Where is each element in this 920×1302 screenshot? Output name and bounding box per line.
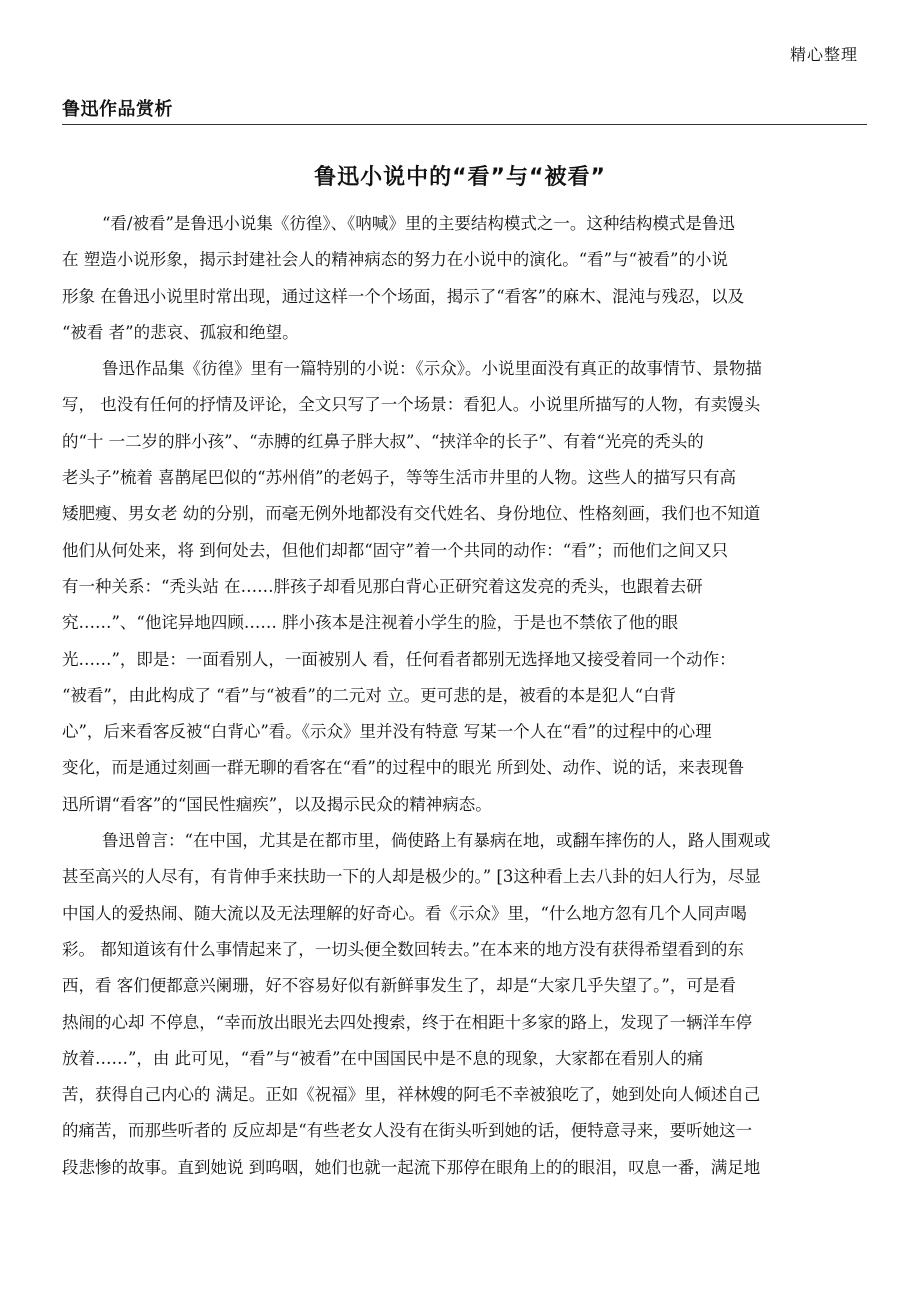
text-line: 心”，后来看客反被“白背心”看。《示众》里并没有特意 写某一个人在“看”的过程中的心理 [62,722,712,742]
article-body [62,206,867,1186]
text-line: 在 塑造小说形象，揭示封建社会人的精神病态的努力在小说中的演化。“看”与“被看”的小说 [62,250,728,270]
text-line: “看/被看”是鲁迅小说集《彷徨》、《呐喊》里的主要结构模式之一。这种结构模式是鲁迅 [102,214,735,233]
paragraph-3 [62,823,867,1186]
text-line: 的“十 一二岁的胖小孩”、“赤膊的红鼻子胖大叔”、“挟洋伞的长子”、有着“光亮的秃头的 [62,431,704,451]
text-line: “被看 者”的悲哀、孤寂和绝望。 [62,322,299,342]
text-line: 彩。 都知道该有什么事情起来了，一切头便全数回转去。”在本来的地方没有获得希望看到的东 [62,939,744,959]
text-line: “被看”，由此构成了 “看”与“被看”的二元对 立。更可悲的是，被看的本是犯人“白背 [62,685,677,705]
article-title: 鲁迅小说中的“看”与“被看” [314,165,606,190]
text-line: 甚至高兴的人尽有，有肯伸手来扶助一下的人却是极少的。” [3这种看上去八卦的妇人行为，尽显 [62,867,761,887]
text-line: 形象 在鲁迅小说里时常出现，通过这样一个个场面，揭示了“看客”的麻木、混沌与残忍，以及 [62,286,745,306]
text-line: 苦，获得自己内心的 满足。正如《祝福》里，祥林嫂的阿毛不幸被狼吃了，她到处向人倾述自己 [62,1085,761,1105]
paragraph-1 [62,206,867,351]
text-line: 究……”、“他诧异地四顾…… 胖小孩本是注视着小学生的脸，于是也不禁依了他的眼 [62,613,679,633]
text-line: 迅所谓“看客”的“国民性痼疾”，以及揭示民众的精神病态。 [62,794,492,814]
text-line: 鲁迅曾言：“在中国，尤其是在都市里，倘使路上有暴病在地，或翻车摔伤的人，路人围观或 [102,831,771,851]
corner-label: 精心整理 [789,45,858,64]
text-line: 他们从何处来，将 到何处去，但他们却都“固守”着一个共同的动作：“看”；而他们之间又只 [62,540,728,560]
text-line: 的痛苦，而那些听者的 反应却是“有些老女人没有在街头听到她的话，便特意寻来，要听她这一 [62,1121,753,1141]
text-line: 中国人的爱热闹、随大流以及无法理解的好奇心。看《示众》里，“什么地方忽有几个人同声喝 [62,903,747,923]
section-header-text: 鲁迅作品赏析 [62,99,173,120]
text-line: 矮肥瘦、男女老 幼的分别，而毫无例外地都没有交代姓名、身份地位、性格刻画，我们也不知道 [62,504,761,524]
text-line: 有一种关系：“秃头站 在……胖孩子却看见那白背心正研究着这发亮的秃头，也跟着去研 [62,576,703,596]
text-line: 鲁迅作品集《彷徨》里有一篇特别的小说：《示众》。小说里面没有真正的故事情节、景物描 [102,359,762,379]
text-line: 变化，而是通过刻画一群无聊的看客在“看”的过程中的眼光 所到处、动作、说的话，来表现鲁 [62,758,745,778]
text-line: 写， 也没有任何的抒情及评论，全文只写了一个场景：看犯人。小说里所描写的人物，有卖馒头 [62,395,761,415]
text-line: 光……”，即是：一面看别人，一面被别人 看，任何看者都别无选择地又接受着同一个动作： [62,649,736,669]
text-line: 放着……”，由 此可见，“看”与“被看”在中国国民中是不息的现象，大家都在看别人的痛 [62,1048,704,1068]
text-line: 西，看 客们便都意兴阑珊，好不容易好似有新鲜事发生了，却是“大家几乎失望了。”，可是看 [62,976,736,996]
section-header [62,98,867,125]
paragraph-2 [62,351,867,823]
text-line: 段悲惨的故事。直到她说 到呜咽，她们也就一起流下那停在眼角上的的眼泪，叹息一番，满足地 [62,1157,761,1177]
text-line: 热闹的心却 不停息，“幸而放出眼光去四处搜索，终于在相距十多家的路上，发现了一辆洋车停 [62,1012,753,1032]
text-line: 老头子”梳着 喜鹊尾巴似的“苏州俏”的老妈子，等等生活市井里的人物。这些人的描写只有高 [62,468,737,488]
